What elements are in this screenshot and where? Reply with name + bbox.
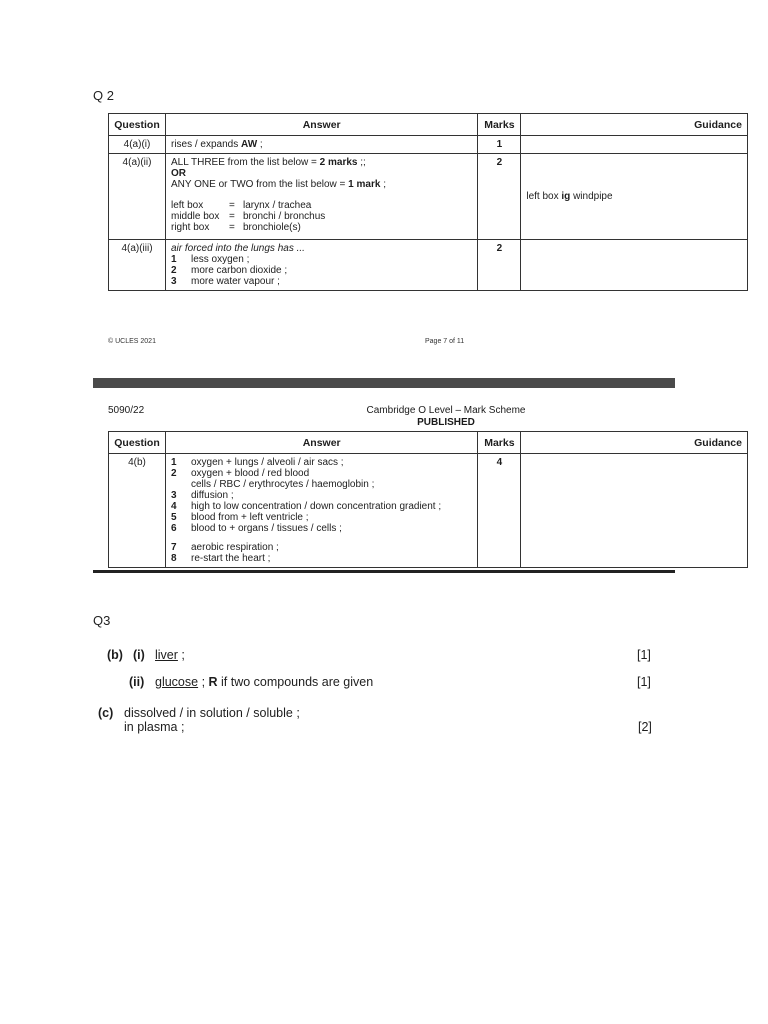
list-item: left box = larynx / trachea	[170, 200, 312, 211]
part-c-line-2: in plasma ;	[124, 720, 185, 734]
table-row	[109, 240, 748, 291]
part-bii-answer: glucose ; R if two compounds are given	[155, 675, 374, 689]
list-item: right box = bronchiole(s)	[170, 222, 301, 233]
part-bi-answer: liver ;	[155, 648, 185, 662]
published-label: PUBLISHED	[417, 417, 475, 428]
header-answer: Answer	[165, 432, 477, 454]
list-item: 4 high to low concentration / down concentration gradient ;	[170, 501, 442, 512]
list-item: cells / RBC / erythrocytes / haemoglobin ;	[190, 479, 375, 490]
list-item: 3 more water vapour ;	[170, 276, 280, 287]
header-question: Question	[109, 114, 166, 136]
header-guidance: Guidance	[521, 432, 748, 454]
marks-cell: 2	[478, 240, 521, 291]
page-number: Page 7 of 11	[425, 338, 465, 345]
list-item: 6 blood to + organs / tissues / cells ;	[170, 523, 342, 534]
guidance-cell: left box ig windpipe	[521, 154, 748, 240]
mark-scheme-title: Cambridge O Level – Mark Scheme	[366, 405, 526, 416]
guidance-cell	[521, 240, 748, 291]
answer-cell: rises / expands AW ;	[165, 136, 477, 154]
header-question: Question	[109, 432, 166, 454]
mark-scheme-table-1	[108, 113, 742, 303]
header-marks: Marks	[478, 432, 521, 454]
header-answer: Answer	[165, 114, 477, 136]
table-row	[109, 454, 748, 568]
table-row	[109, 154, 748, 240]
list-item: 7 aerobic respiration ;	[170, 542, 279, 553]
part-bi-mark: [1]	[637, 648, 651, 662]
crop-bottom-rule	[93, 570, 675, 573]
part-bii-label: (ii)	[129, 675, 145, 689]
list-item: 5 blood from + left ventricle ;	[170, 512, 309, 523]
paper-code: 5090/22	[108, 405, 145, 416]
answer-cell: ALL THREE from the list below = 2 marks ;; OR ANY ONE or TWO from the list below = 1 mark ; left box = larynx / trachea middle box = bronchi / bronchus right box = bronchiole(s)	[165, 154, 477, 240]
table-header-row	[109, 114, 748, 136]
header-marks: Marks	[478, 114, 521, 136]
list-item: 2 oxygen + blood / red blood	[170, 468, 310, 479]
list-item: 2 more carbon dioxide ;	[170, 265, 288, 276]
list-item: 1 less oxygen ;	[170, 254, 250, 265]
guidance-cell	[521, 454, 748, 568]
list-item: 3 diffusion ;	[170, 490, 234, 501]
q3-label: Q3	[93, 613, 111, 628]
marks-cell: 2	[478, 154, 521, 240]
part-bi-label: (i)	[133, 648, 145, 662]
question-cell: 4(a)(iii)	[109, 240, 166, 291]
list-item: 8 re-start the heart ;	[170, 553, 271, 564]
list-item: middle box = bronchi / bronchus	[170, 211, 326, 222]
q2-label: Q 2	[93, 88, 114, 103]
table-row	[109, 136, 748, 154]
marks-cell: 4	[478, 454, 521, 568]
part-c-mark: [2]	[638, 720, 652, 734]
part-c-label: (c)	[98, 706, 114, 720]
part-b-label: (b)	[107, 648, 123, 662]
table-header-row	[109, 432, 748, 454]
list-item: 1 oxygen + lungs / alveoli / air sacs ;	[170, 457, 344, 468]
answer-cell: air forced into the lungs has ... 1 less oxygen ; 2 more carbon dioxide ; 3 more water vapour ;	[165, 240, 477, 291]
copyright-text: © UCLES 2021	[108, 338, 156, 345]
part-bii-mark: [1]	[637, 675, 651, 689]
question-cell: 4(a)(i)	[109, 136, 166, 154]
question-cell: 4(a)(ii)	[109, 154, 166, 240]
page-separator-bar	[93, 378, 675, 388]
part-c-line-1: dissolved / in solution / soluble ;	[124, 706, 300, 720]
header-guidance: Guidance	[521, 114, 748, 136]
question-cell: 4(b)	[109, 454, 166, 568]
guidance-cell	[521, 136, 748, 154]
mark-scheme-table-2	[108, 431, 742, 571]
marks-cell: 1	[478, 136, 521, 154]
answer-cell	[165, 454, 477, 568]
